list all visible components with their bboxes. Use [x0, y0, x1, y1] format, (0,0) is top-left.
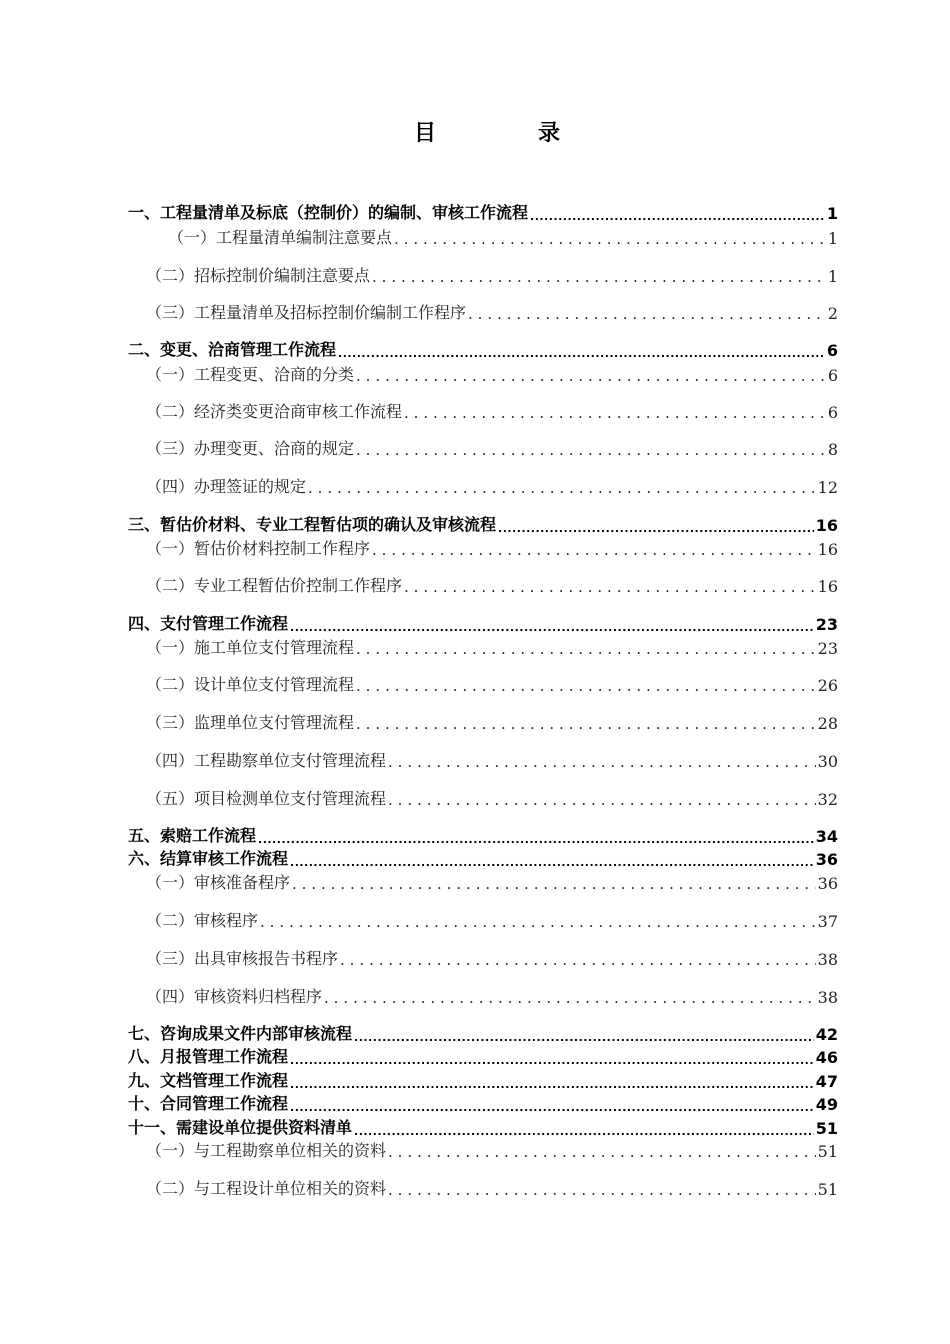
toc-entry-title: （二）设计单位支付管理流程: [146, 675, 355, 694]
toc-section-entry[interactable]: [146, 749, 838, 771]
toc-entry-title: （一）审核准备程序: [146, 873, 291, 892]
toc-page-number: 1: [827, 267, 838, 286]
toc-dot-leader: [324, 989, 816, 1007]
toc-entry-title: （四）审核资料归档程序: [146, 987, 323, 1006]
toc-dot-leader: [260, 913, 816, 931]
toc-entry-title: （三）工程量清单及招标控制价编制工作程序: [146, 303, 467, 322]
toc-page-number: 23: [815, 615, 838, 634]
toc-page-number: 23: [817, 639, 838, 658]
toc-entry-title: （二）经济类变更洽商审核工作流程: [146, 402, 403, 421]
toc-dot-leader: [404, 404, 826, 422]
toc-section-entry[interactable]: [146, 909, 838, 931]
toc-page-number: 46: [815, 1048, 838, 1067]
toc-dot-leader: [356, 677, 816, 695]
toc-section-entry[interactable]: [168, 226, 838, 248]
toc-chapter-entry[interactable]: [128, 612, 838, 634]
toc-entry-title: （四）办理签证的规定: [146, 477, 307, 496]
toc-section-entry[interactable]: [146, 1139, 838, 1161]
toc-dot-leader: [354, 1026, 814, 1044]
toc-section-entry[interactable]: [146, 400, 838, 422]
toc-entry-title: （一）施工单位支付管理流程: [146, 638, 355, 657]
toc-dot-leader: [498, 517, 814, 535]
toc-dot-leader: [338, 342, 825, 360]
toc-section-entry[interactable]: [146, 1177, 838, 1199]
toc-chapter-entry[interactable]: [128, 1022, 838, 1044]
toc-entry-title: 四、支付管理工作流程: [128, 614, 289, 633]
toc-page-number: 38: [817, 950, 838, 969]
toc-dot-leader: [290, 616, 814, 634]
toc-dot-leader: [354, 1120, 814, 1138]
toc-entry-title: （三）监理单位支付管理流程: [146, 713, 355, 732]
toc-page-number: 47: [815, 1072, 838, 1091]
toc-chapter-entry[interactable]: [128, 201, 838, 223]
toc-dot-leader: [356, 715, 816, 733]
toc-page-number: 6: [826, 341, 838, 360]
toc-page-number: 30: [817, 752, 838, 771]
toc-entry-title: 八、月报管理工作流程: [128, 1047, 289, 1066]
toc-entry-title: 二、变更、洽商管理工作流程: [128, 340, 337, 359]
toc-page-number: 1: [827, 229, 838, 248]
toc-section-entry[interactable]: [146, 871, 838, 893]
toc-page-number: 6: [827, 403, 838, 422]
toc-page-number: 49: [815, 1095, 838, 1114]
toc-dot-leader: [290, 1073, 814, 1091]
toc-dot-leader: [372, 268, 826, 286]
toc-page-number: 51: [817, 1180, 838, 1199]
toc-chapter-entry[interactable]: [128, 1045, 838, 1067]
toc-dot-leader: [388, 791, 816, 809]
toc-section-entry[interactable]: [146, 985, 838, 1007]
toc-section-entry[interactable]: [146, 636, 838, 658]
toc-page-number: 38: [817, 988, 838, 1007]
toc-dot-leader: [356, 640, 816, 658]
toc-chapter-entry[interactable]: [128, 1092, 838, 1114]
toc-chapter-entry[interactable]: [128, 338, 838, 360]
toc-page-number: 26: [817, 676, 838, 695]
toc-page-number: 37: [817, 912, 838, 931]
toc-entry-title: 九、文档管理工作流程: [128, 1071, 289, 1090]
toc-entry-title: （二）招标控制价编制注意要点: [146, 266, 371, 285]
toc-page-number: 42: [815, 1025, 838, 1044]
toc-page-number: 36: [815, 850, 838, 869]
toc-entry-title: （四）工程勘察单位支付管理流程: [146, 751, 387, 770]
toc-page-number: 51: [815, 1119, 838, 1138]
toc-page-number: 8: [827, 440, 838, 459]
toc-page-number: 1: [826, 204, 838, 223]
toc-chapter-entry[interactable]: [128, 513, 838, 535]
toc-dot-leader: [388, 1143, 816, 1161]
toc-section-entry[interactable]: [146, 264, 838, 286]
toc-entry-title: （三）出具审核报告书程序: [146, 949, 339, 968]
toc-entry-title: （一）与工程勘察单位相关的资料: [146, 1141, 387, 1160]
toc-section-entry[interactable]: [146, 475, 838, 497]
toc-dot-leader: [404, 578, 816, 596]
toc-dot-leader: [394, 230, 826, 248]
toc-dot-leader: [290, 1096, 814, 1114]
toc-page-number: 12: [817, 478, 838, 497]
toc-section-entry[interactable]: [146, 673, 838, 695]
toc-dot-leader: [340, 951, 816, 969]
toc-entry-title: （一）工程变更、洽商的分类: [146, 365, 355, 384]
toc-page-number: 34: [815, 827, 838, 846]
toc-page-number: 28: [817, 714, 838, 733]
toc-chapter-entry[interactable]: [128, 1116, 838, 1138]
toc-dot-leader: [308, 479, 816, 497]
toc-page-number: 16: [817, 577, 838, 596]
toc-section-entry[interactable]: [146, 711, 838, 733]
toc-entry-title: （五）项目检测单位支付管理流程: [146, 789, 387, 808]
toc-entry-title: 五、索赔工作流程: [128, 826, 257, 845]
toc-page-number: 2: [827, 304, 838, 323]
toc-dot-leader: [530, 205, 825, 223]
toc-dot-leader: [258, 828, 814, 846]
toc-entry-title: （三）办理变更、洽商的规定: [146, 439, 355, 458]
toc-section-entry[interactable]: [146, 537, 838, 559]
toc-entry-title: 六、结算审核工作流程: [128, 849, 289, 868]
toc-entry-title: （一）工程量清单编制注意要点: [168, 228, 393, 247]
toc-entry-title: （一）暂估价材料控制工作程序: [146, 539, 371, 558]
toc-entry-title: （二）专业工程暂估价控制工作程序: [146, 576, 403, 595]
toc-section-entry[interactable]: [146, 363, 838, 385]
toc-dot-leader: [372, 541, 816, 559]
toc-page-number: 32: [817, 790, 838, 809]
toc-section-entry[interactable]: [146, 947, 838, 969]
toc-entry-title: 一、工程量清单及标底（控制价）的编制、审核工作流程: [128, 203, 529, 222]
page-title: 目 录: [413, 121, 600, 146]
toc-dot-leader: [468, 305, 826, 323]
toc-page-number: 51: [817, 1142, 838, 1161]
toc-dot-leader: [356, 367, 826, 385]
toc-dot-leader: [290, 1049, 814, 1067]
toc-chapter-entry[interactable]: [128, 1069, 838, 1091]
toc-page-number: 16: [815, 516, 838, 535]
toc-dot-leader: [356, 441, 826, 459]
toc-entry-title: （二）与工程设计单位相关的资料: [146, 1179, 387, 1198]
toc-dot-leader: [290, 851, 814, 869]
toc-dot-leader: [292, 875, 816, 893]
toc-section-entry[interactable]: [146, 301, 838, 323]
toc-section-entry[interactable]: [146, 437, 838, 459]
toc-page-number: 6: [827, 366, 838, 385]
toc-entry-title: 十一、需建设单位提供资料清单: [128, 1118, 353, 1137]
toc-dot-leader: [388, 1181, 816, 1199]
toc-page-number: 36: [817, 874, 838, 893]
toc-section-entry[interactable]: [146, 787, 838, 809]
toc-chapter-entry[interactable]: [128, 824, 838, 846]
toc-entry-title: 十、合同管理工作流程: [128, 1094, 289, 1113]
toc-page-number: 16: [817, 540, 838, 559]
toc-section-entry[interactable]: [146, 574, 838, 596]
toc-entry-title: 三、暂估价材料、专业工程暂估项的确认及审核流程: [128, 515, 497, 534]
toc-entry-title: 七、咨询成果文件内部审核流程: [128, 1024, 353, 1043]
toc-chapter-entry[interactable]: [128, 847, 838, 869]
toc-dot-leader: [388, 753, 816, 771]
toc-entry-title: （二）审核程序: [146, 911, 259, 930]
